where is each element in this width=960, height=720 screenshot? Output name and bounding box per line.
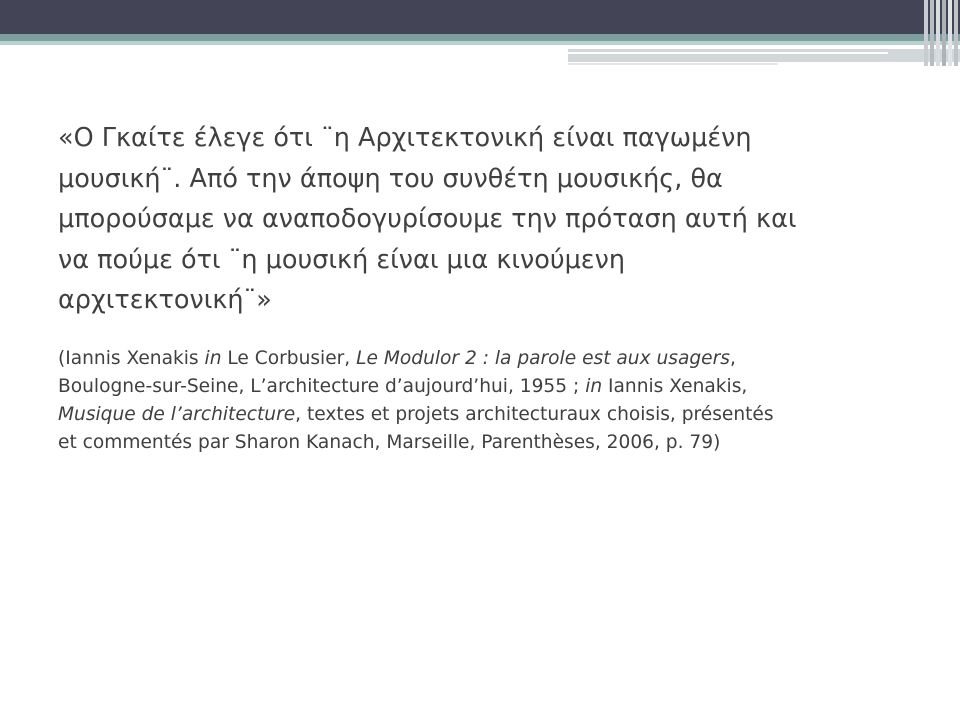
header-accent-stripe: [0, 34, 960, 41]
quote-line: αρχιτεκτονική¨»: [58, 285, 272, 315]
quote-line: «Ο Γκαίτε έλεγε ότι ¨η Αρχιτεκτονική είναι παγωμένη: [58, 123, 752, 153]
quote-line: να πούμε ότι ¨η μουσική είναι μια κινούμενη: [58, 244, 625, 275]
quote-line: μπορούσαμε να αναποδογυρίσουμε την πρόταση αυτή και: [58, 204, 797, 234]
citation-line: (Iannis Xenakis in Le Corbusier, Le Modulor 2 : la parole est aux usagers,: [58, 348, 736, 369]
header-grey-strip: [568, 49, 960, 62]
quote-text: [58, 118, 918, 321]
citation-line: et commentés par Sharon Kanach, Marseille, Parenthèses, 2006, p. 79): [58, 432, 721, 453]
quote-line: μουσική¨. Από την άποψη του συνθέτη μουσικής, θα: [58, 163, 723, 194]
header-divider-line: [568, 52, 888, 54]
decorative-vertical-bars: [924, 0, 960, 66]
citation-text: [58, 345, 928, 457]
header-divider-line-lower: [568, 63, 778, 65]
citation-line: Boulogne-sur-Seine, L’architecture d’aujourd’hui, 1955 ; in Iannis Xenakis,: [58, 376, 748, 397]
header-accent-stripe-light: [0, 41, 960, 45]
header-band: [0, 0, 960, 34]
citation-line: Musique de l’architecture, textes et projets architecturaux choisis, présentés: [58, 404, 774, 425]
